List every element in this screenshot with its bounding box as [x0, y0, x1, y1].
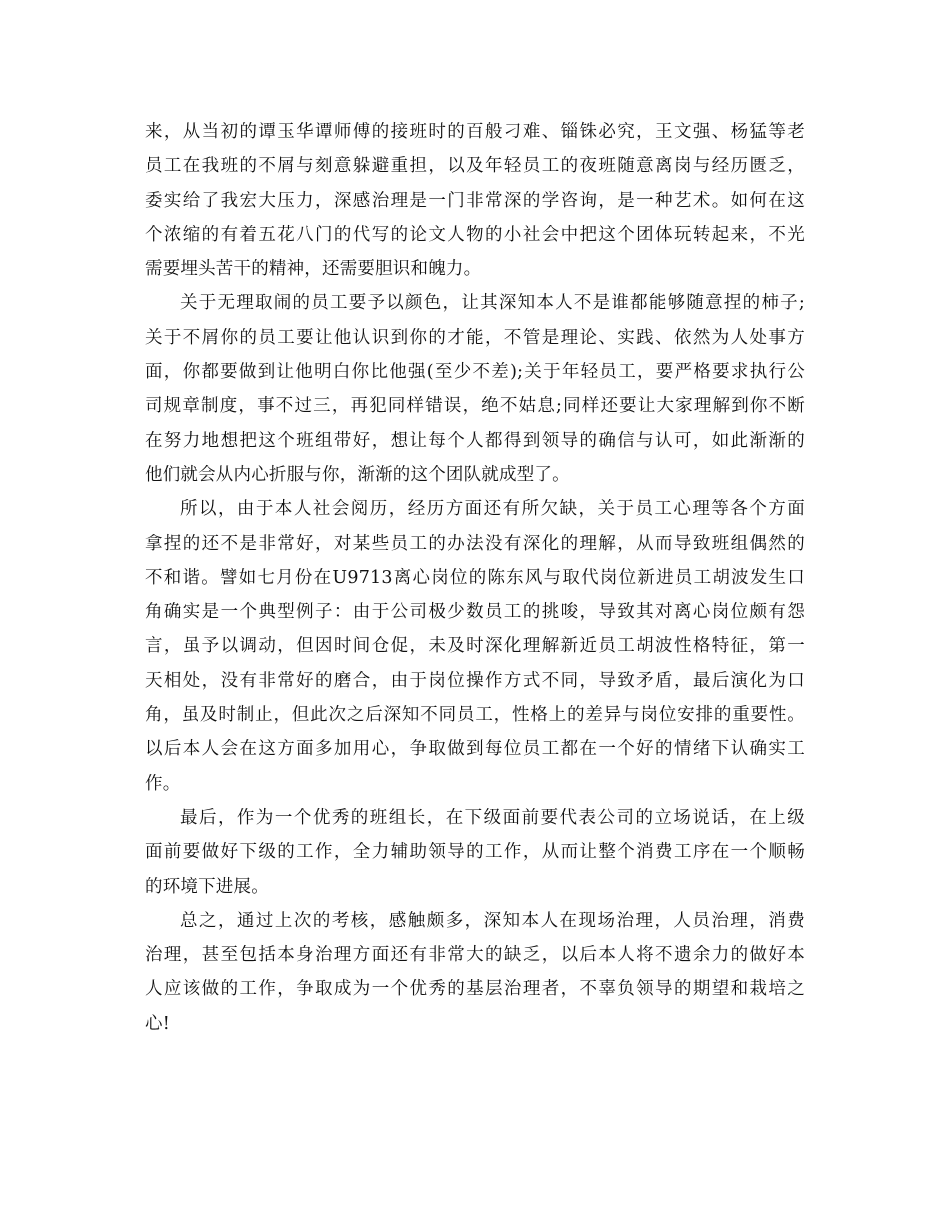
text-line: 拿捏的还不是非常好，对某些员工的办法没有深化的理解，从而导致班组偶然的: [145, 533, 805, 554]
text-line: 面，你都要做到让他明白你比他强(至少不差);关于年轻员工，要严格要求执行公: [145, 362, 805, 383]
text-line: 作。: [145, 773, 181, 794]
text-line: 所以，由于本人社会阅历，经历方面还有所欠缺，关于员工心理等各个方面: [180, 499, 805, 520]
text-line: 面前要做好下级的工作，全力辅助领导的工作，从而让整个消费工序在一个顺畅: [145, 842, 805, 863]
text-line: 来，从当初的谭玉华谭师傅的接班时的百般刁难、锱铢必究，王文强、杨猛等老: [145, 122, 805, 142]
text-line: 的环境下进展。: [145, 876, 269, 897]
text-line: 总之，通过上次的考核，感触颇多，深知本人在现场治理，人员治理，消费: [180, 910, 805, 931]
text-line: 个浓缩的有着五花八门的代写的论文人物的小社会中把这个团体玩转起来，不光: [145, 224, 805, 245]
text-line: 在努力地想把这个班组带好，想让每个人都得到领导的确信与认可，如此渐渐的: [145, 430, 805, 451]
text-line: 司规章制度，事不过三，再犯同样错误，绝不姑息;同样还要让大家理解到你不断: [145, 396, 805, 417]
text-line: 天相处，没有非常好的磨合，由于岗位操作方式不同，导致矛盾，最后演化为口: [145, 670, 805, 691]
text-line: 言，虽予以调动，但因时间仓促，未及时深化理解新近员工胡波性格特征，第一: [145, 636, 805, 657]
text-line: 需要埋头苦干的精神，还需要胆识和魄力。: [145, 259, 482, 280]
text-line: 角，虽及时制止，但此次之后深知不同员工，性格上的差异与岗位安排的重要性。: [145, 705, 805, 726]
text-line: 员工在我班的不屑与刻意躲避重担，以及年轻员工的夜班随意离岗与经历匮乏，: [145, 156, 805, 177]
text-line: 以后本人会在这方面多加用心，争取做到每位员工都在一个好的情绪下认确实工: [145, 739, 805, 760]
text-line: 不和谐。譬如七月份在U9713离心岗位的陈东风与取代岗位新进员工胡波发生口: [145, 567, 805, 588]
text-line: 治理，甚至包括本身治理方面还有非常大的缺乏，以后本人将不遗余力的做好本: [145, 945, 805, 966]
text-line: 他们就会从内心折服与你，渐渐的这个团队就成型了。: [145, 464, 570, 485]
text-line: 最后，作为一个优秀的班组长，在下级面前要代表公司的立场说话，在上级: [180, 807, 805, 828]
text-line: 关于无理取闹的员工要予以颜色，让其深知本人不是谁都能够随意捏的柿子;: [180, 293, 805, 314]
text-line: 心!: [145, 1013, 170, 1034]
text-line: 委实给了我宏大压力，深感治理是一门非常深的学咨询，是一种艺术。如何在这: [145, 190, 805, 211]
text-line: 角确实是一个典型例子：由于公司极少数员工的挑唆，导致其对离心岗位颇有怨: [145, 602, 805, 623]
text-line: 关于不屑你的员工要让他认识到你的才能，不管是理论、实践、依然为人处事方: [145, 327, 805, 348]
document-body: [145, 115, 805, 1041]
text-line: 人应该做的工作，争取成为一个优秀的基层治理者，不辜负领导的期望和栽培之: [145, 979, 805, 1000]
